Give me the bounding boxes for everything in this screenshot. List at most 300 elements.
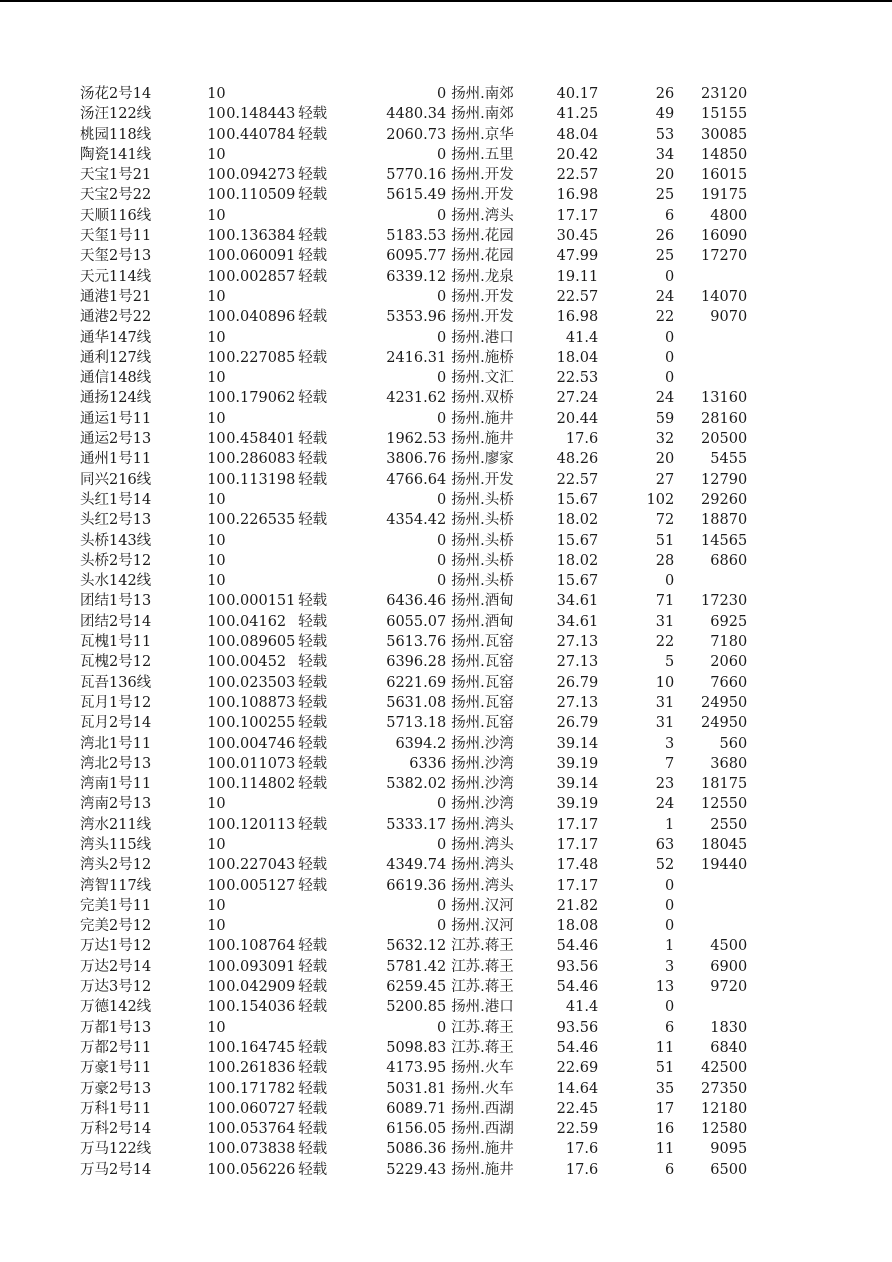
- line-name-cell: 瓦月2号14: [80, 715, 152, 732]
- capacity-margin-cell: 2060.73: [386, 126, 447, 143]
- transformer-count-cell: 59: [655, 410, 675, 427]
- line-length-cell: 17.6: [565, 431, 599, 448]
- substation-cell: 江苏.蒋王: [451, 1019, 514, 1036]
- capacity-margin-cell: 6221.69: [386, 674, 447, 691]
- transformer-capacity-cell: 6840: [710, 1039, 748, 1056]
- capacity-margin-cell: 5229.43: [386, 1161, 447, 1178]
- line-name-cell: 湾头115线: [80, 836, 152, 853]
- table-row: [0, 1099, 747, 1119]
- load-rate-cell: [226, 794, 298, 814]
- load-type-cell: 轻载: [298, 593, 328, 610]
- load-type-cell: 轻载: [298, 451, 328, 468]
- load-rate-cell: 0.042909: [226, 979, 296, 996]
- line-name-cell: 万都2号11: [80, 1039, 152, 1056]
- load-rate-cell: 0.164745: [226, 1039, 296, 1056]
- transformer-count-cell: 22: [655, 309, 675, 326]
- capacity-margin-cell: 0: [436, 532, 447, 549]
- load-type-cell: 轻载: [298, 857, 328, 874]
- transformer-count-cell: 1: [664, 816, 675, 833]
- load-rate-cell: 0.113198: [226, 471, 296, 488]
- line-length-cell: 20.44: [556, 410, 599, 427]
- capacity-margin-cell: 5631.08: [386, 694, 447, 711]
- transformer-capacity-cell: 30085: [701, 126, 748, 143]
- line-length-cell: 54.46: [556, 938, 599, 955]
- load-rate-cell: 0.040896: [226, 309, 296, 326]
- load-type-cell: 轻载: [298, 390, 328, 407]
- load-rate-cell: 0.093091: [226, 958, 296, 975]
- transformer-capacity-cell: 20500: [701, 431, 748, 448]
- transformer-count-cell: 0: [664, 573, 675, 590]
- load-rate-cell: [226, 84, 298, 104]
- table-row: [0, 328, 747, 348]
- transformer-capacity-cell: 42500: [701, 1060, 748, 1077]
- transformer-count-cell: 0: [664, 897, 675, 914]
- capacity-margin-cell: 0: [436, 491, 447, 508]
- transformer-count-cell: 51: [655, 532, 675, 549]
- line-name-cell: 天元114线: [80, 268, 152, 285]
- load-type-cell: 轻载: [298, 1161, 328, 1178]
- table-row: [0, 612, 747, 632]
- transformer-count-cell: 0: [664, 999, 675, 1016]
- line-length-cell: 15.67: [556, 532, 599, 549]
- capacity-margin-cell: 0: [436, 207, 447, 224]
- table-row: [0, 125, 747, 145]
- line-name-cell: 万马122线: [80, 1141, 152, 1158]
- load-type-cell: [298, 368, 338, 388]
- line-length-cell: 27.13: [556, 654, 599, 671]
- voltage-cell: 10: [207, 329, 226, 346]
- load-rate-cell: 0.100255: [226, 715, 296, 732]
- capacity-margin-cell: 6436.46: [386, 593, 447, 610]
- transformer-capacity-cell: 12550: [701, 796, 748, 813]
- load-rate-cell: 0.005127: [226, 877, 296, 894]
- voltage-cell: 10: [207, 390, 226, 407]
- transformer-count-cell: 31: [655, 694, 675, 711]
- line-length-cell: 93.56: [556, 1019, 599, 1036]
- transformer-capacity-cell: [674, 916, 747, 936]
- capacity-margin-cell: 6396.28: [386, 654, 447, 671]
- transformer-capacity-cell: 9095: [710, 1141, 748, 1158]
- transformer-capacity-cell: 14565: [701, 532, 748, 549]
- voltage-cell: 10: [207, 552, 226, 569]
- table-row: [0, 185, 747, 205]
- line-length-cell: 39.14: [556, 735, 599, 752]
- transformer-count-cell: 13: [655, 979, 675, 996]
- load-type-cell: 轻载: [298, 431, 328, 448]
- transformer-count-cell: 0: [664, 349, 675, 366]
- table-row: [0, 591, 747, 611]
- voltage-cell: 10: [207, 1121, 226, 1138]
- load-type-cell: 轻载: [298, 167, 328, 184]
- load-type-cell: 轻载: [298, 228, 328, 245]
- line-length-cell: 39.19: [556, 755, 599, 772]
- load-rate-cell: [226, 835, 298, 855]
- line-name-cell: 万豪2号13: [80, 1080, 152, 1097]
- load-type-cell: 轻载: [298, 471, 328, 488]
- line-length-cell: 27.13: [556, 694, 599, 711]
- capacity-margin-cell: 4354.42: [386, 512, 447, 529]
- line-length-cell: 22.57: [556, 471, 599, 488]
- transformer-count-cell: 63: [655, 836, 675, 853]
- capacity-margin-cell: 4173.95: [386, 1060, 447, 1077]
- substation-cell: 扬州.瓦窑: [451, 674, 514, 691]
- table-row: [0, 145, 747, 165]
- substation-cell: 江苏.蒋王: [451, 979, 514, 996]
- load-type-cell: 轻载: [298, 958, 328, 975]
- transformer-count-cell: 17: [655, 1100, 675, 1117]
- table-row: [0, 876, 747, 896]
- capacity-margin-cell: 0: [436, 918, 447, 935]
- table-row: [0, 896, 747, 916]
- line-name-cell: 瓦吾136线: [80, 674, 152, 691]
- transformer-capacity-cell: 16015: [701, 167, 748, 184]
- line-length-cell: 15.67: [556, 491, 599, 508]
- line-length-cell: 41.25: [556, 106, 599, 123]
- transformer-count-cell: 6: [664, 1019, 675, 1036]
- substation-cell: 江苏.蒋王: [451, 958, 514, 975]
- capacity-margin-cell: 6339.12: [386, 268, 447, 285]
- transformer-count-cell: 0: [664, 329, 675, 346]
- transformer-capacity-cell: 19440: [701, 857, 748, 874]
- transformer-count-cell: 3: [664, 958, 675, 975]
- capacity-margin-cell: 4349.74: [386, 857, 447, 874]
- line-length-cell: 14.64: [556, 1080, 599, 1097]
- transformer-count-cell: 26: [655, 86, 675, 102]
- load-rate-cell: 0.04162: [226, 613, 287, 630]
- capacity-margin-cell: 4231.62: [386, 390, 447, 407]
- table-row: [0, 713, 747, 733]
- transformer-capacity-cell: 18175: [701, 776, 748, 793]
- table-row: [0, 1160, 747, 1180]
- load-rate-cell: [226, 916, 298, 936]
- substation-cell: 扬州.廖家: [451, 451, 514, 468]
- capacity-margin-cell: 5781.42: [386, 958, 447, 975]
- load-type-cell: 轻载: [298, 877, 328, 894]
- table-row: [0, 1079, 747, 1099]
- load-rate-cell: 0.060091: [226, 248, 296, 265]
- transformer-capacity-cell: [674, 997, 747, 1017]
- load-type-cell: 轻载: [298, 1100, 328, 1117]
- line-length-cell: 22.45: [556, 1100, 599, 1117]
- load-type-cell: [298, 531, 338, 551]
- voltage-cell: 10: [207, 471, 226, 488]
- substation-cell: 扬州.施桥: [451, 349, 514, 366]
- substation-cell: 扬州.湾头: [451, 816, 514, 833]
- substation-cell: 扬州.花园: [451, 228, 514, 245]
- load-type-cell: [298, 896, 338, 916]
- line-name-cell: 头红2号13: [80, 512, 152, 529]
- line-length-cell: 18.02: [556, 552, 599, 569]
- transformer-capacity-cell: 23120: [701, 86, 748, 102]
- capacity-margin-cell: 5382.02: [386, 776, 447, 793]
- load-type-cell: 轻载: [298, 1060, 328, 1077]
- line-name-cell: 汤汪122线: [80, 106, 152, 123]
- load-rate-cell: [226, 145, 298, 165]
- line-name-cell: 万达2号14: [80, 958, 152, 975]
- capacity-margin-cell: 0: [436, 370, 447, 387]
- load-rate-cell: 0.060727: [226, 1100, 296, 1117]
- table-row: [0, 429, 747, 449]
- transformer-capacity-cell: 24950: [701, 694, 748, 711]
- voltage-cell: 10: [207, 1161, 226, 1178]
- transformer-capacity-cell: 19175: [701, 187, 748, 204]
- load-rate-cell: [226, 531, 298, 551]
- substation-cell: 扬州.施井: [451, 1141, 514, 1158]
- line-length-cell: 39.14: [556, 776, 599, 793]
- transformer-count-cell: 10: [655, 674, 675, 691]
- line-length-cell: 47.99: [556, 248, 599, 265]
- voltage-cell: 10: [207, 918, 226, 935]
- transformer-count-cell: 24: [655, 390, 675, 407]
- transformer-capacity-cell: 27350: [701, 1080, 748, 1097]
- capacity-margin-cell: 5031.81: [386, 1080, 447, 1097]
- load-type-cell: 轻载: [298, 755, 328, 772]
- transformer-capacity-cell: [674, 876, 747, 896]
- transformer-count-cell: 26: [655, 228, 675, 245]
- capacity-margin-cell: 0: [436, 146, 447, 163]
- load-rate-cell: [226, 206, 298, 226]
- line-length-cell: 15.67: [556, 573, 599, 590]
- load-type-cell: [298, 1018, 338, 1038]
- load-rate-cell: 0.073838: [226, 1141, 296, 1158]
- load-rate-cell: 0.227043: [226, 857, 296, 874]
- table-row: [0, 307, 747, 327]
- load-rate-cell: 0.148443: [226, 106, 296, 123]
- load-rate-cell: 0.004746: [226, 735, 296, 752]
- load-type-cell: 轻载: [298, 1039, 328, 1056]
- transformer-capacity-cell: 6900: [710, 958, 748, 975]
- line-name-cell: 头水142线: [80, 573, 152, 590]
- transformer-count-cell: 27: [655, 471, 675, 488]
- table-row: [0, 652, 747, 672]
- capacity-margin-cell: 6095.77: [386, 248, 447, 265]
- voltage-cell: 10: [207, 938, 226, 955]
- voltage-cell: 10: [207, 309, 226, 326]
- load-type-cell: [298, 835, 338, 855]
- voltage-cell: 10: [207, 370, 226, 387]
- substation-cell: 扬州.汉河: [451, 897, 514, 914]
- page-top-border: [0, 0, 892, 2]
- load-type-cell: [298, 206, 338, 226]
- substation-cell: 扬州.头桥: [451, 512, 514, 529]
- line-length-cell: 48.26: [556, 451, 599, 468]
- line-name-cell: 湾南1号11: [80, 776, 152, 793]
- substation-cell: 扬州.港口: [451, 999, 514, 1016]
- load-rate-cell: 0.179062: [226, 390, 296, 407]
- transformer-capacity-cell: 15155: [701, 106, 748, 123]
- table-row: [0, 510, 747, 530]
- transformer-capacity-cell: 2060: [710, 654, 748, 671]
- line-name-cell: 通港2号22: [80, 309, 152, 326]
- line-length-cell: 26.79: [556, 674, 599, 691]
- table-row: [0, 246, 747, 266]
- voltage-cell: 10: [207, 897, 226, 914]
- transformer-capacity-cell: 14850: [701, 146, 748, 163]
- voltage-cell: 10: [207, 207, 226, 224]
- line-name-cell: 瓦槐2号12: [80, 654, 152, 671]
- transformer-capacity-cell: 9070: [710, 309, 748, 326]
- transformer-capacity-cell: 6500: [710, 1161, 748, 1178]
- transformer-count-cell: 6: [664, 207, 675, 224]
- voltage-cell: 10: [207, 877, 226, 894]
- table-row: [0, 754, 747, 774]
- substation-cell: 扬州.瓦窑: [451, 634, 514, 651]
- line-name-cell: 通利127线: [80, 349, 152, 366]
- voltage-cell: 10: [207, 410, 226, 427]
- load-type-cell: [298, 287, 338, 307]
- voltage-cell: 10: [207, 796, 226, 813]
- load-rate-cell: [226, 328, 298, 348]
- substation-cell: 扬州.文汇: [451, 370, 514, 387]
- line-length-cell: 17.48: [556, 857, 599, 874]
- line-name-cell: 天玺1号11: [80, 228, 152, 245]
- load-rate-cell: 0.120113: [226, 816, 296, 833]
- load-type-cell: 轻载: [298, 776, 328, 793]
- table-row: [0, 490, 747, 510]
- substation-cell: 扬州.花园: [451, 248, 514, 265]
- substation-cell: 扬州.湾头: [451, 857, 514, 874]
- load-rate-cell: 0.136384: [226, 228, 296, 245]
- voltage-cell: 10: [207, 268, 226, 285]
- capacity-margin-cell: 0: [436, 573, 447, 590]
- transformer-count-cell: 0: [664, 268, 675, 285]
- capacity-margin-cell: 5098.83: [386, 1039, 447, 1056]
- load-rate-cell: 0.023503: [226, 674, 296, 691]
- line-name-cell: 万科2号14: [80, 1121, 152, 1138]
- line-name-cell: 陶瓷141线: [80, 146, 152, 163]
- substation-cell: 扬州.头桥: [451, 573, 514, 590]
- table-row: [0, 470, 747, 490]
- transformer-capacity-cell: 17270: [701, 248, 748, 265]
- substation-cell: 扬州.瓦窑: [451, 654, 514, 671]
- load-type-cell: [298, 409, 338, 429]
- table-row: [0, 794, 747, 814]
- voltage-cell: 10: [207, 674, 226, 691]
- capacity-margin-cell: 6336: [409, 755, 447, 772]
- table-row: [0, 1139, 747, 1159]
- line-name-cell: 万都1号13: [80, 1019, 152, 1036]
- line-length-cell: 40.17: [556, 86, 599, 102]
- table-row: [0, 835, 747, 855]
- transformer-capacity-cell: 2550: [710, 816, 748, 833]
- load-rate-cell: [226, 287, 298, 307]
- capacity-margin-cell: 6619.36: [386, 877, 447, 894]
- load-type-cell: 轻载: [298, 674, 328, 691]
- transformer-count-cell: 7: [664, 755, 675, 772]
- load-type-cell: [298, 571, 338, 591]
- line-name-cell: 湾水211线: [80, 816, 152, 833]
- line-length-cell: 21.82: [556, 897, 599, 914]
- capacity-margin-cell: 4766.64: [386, 471, 447, 488]
- transformer-capacity-cell: 4500: [710, 938, 748, 955]
- transformer-count-cell: 34: [655, 146, 675, 163]
- capacity-margin-cell: 5713.18: [386, 715, 447, 732]
- voltage-cell: 10: [207, 491, 226, 508]
- transformer-count-cell: 3: [664, 735, 675, 752]
- line-name-cell: 头红1号14: [80, 491, 152, 508]
- line-name-cell: 通扬124线: [80, 390, 152, 407]
- load-type-cell: 轻载: [298, 309, 328, 326]
- line-name-cell: 汤花2号14: [80, 86, 152, 102]
- capacity-margin-cell: 0: [436, 1019, 447, 1036]
- line-length-cell: 30.45: [556, 228, 599, 245]
- capacity-margin-cell: 5613.76: [386, 634, 447, 651]
- substation-cell: 扬州.瓦窑: [451, 715, 514, 732]
- transformer-capacity-cell: 16090: [701, 228, 748, 245]
- substation-cell: 扬州.南郊: [451, 106, 514, 123]
- load-type-cell: 轻载: [298, 999, 328, 1016]
- voltage-cell: 10: [207, 735, 226, 752]
- load-rate-cell: [226, 1018, 298, 1038]
- line-name-cell: 万科1号11: [80, 1100, 152, 1117]
- table-row: [0, 348, 747, 368]
- line-length-cell: 17.17: [556, 207, 599, 224]
- transformer-count-cell: 22: [655, 634, 675, 651]
- transformer-count-cell: 102: [646, 491, 675, 508]
- line-name-cell: 天顺116线: [80, 207, 152, 224]
- load-rate-cell: [226, 571, 298, 591]
- substation-cell: 扬州.五里: [451, 146, 514, 163]
- substation-cell: 扬州.沙湾: [451, 776, 514, 793]
- voltage-cell: 10: [207, 776, 226, 793]
- voltage-cell: 10: [207, 999, 226, 1016]
- line-name-cell: 天玺2号13: [80, 248, 152, 265]
- load-type-cell: [298, 145, 338, 165]
- line-name-cell: 万德142线: [80, 999, 152, 1016]
- line-name-cell: 天宝2号22: [80, 187, 152, 204]
- load-type-cell: 轻载: [298, 512, 328, 529]
- line-name-cell: 湾头2号12: [80, 857, 152, 874]
- load-rate-cell: 0.011073: [226, 755, 296, 772]
- substation-cell: 扬州.头桥: [451, 491, 514, 508]
- line-length-cell: 27.24: [556, 390, 599, 407]
- transformer-count-cell: 1: [664, 938, 675, 955]
- line-length-cell: 17.17: [556, 877, 599, 894]
- capacity-margin-cell: 2416.31: [386, 349, 447, 366]
- load-rate-cell: 0.00452: [226, 654, 287, 671]
- load-type-cell: 轻载: [298, 268, 328, 285]
- voltage-cell: 10: [207, 836, 226, 853]
- line-name-cell: 瓦槐1号11: [80, 634, 152, 651]
- transformer-count-cell: 24: [655, 288, 675, 305]
- line-name-cell: 万达3号12: [80, 979, 152, 996]
- load-type-cell: 轻载: [298, 106, 328, 123]
- line-name-cell: 瓦月1号12: [80, 694, 152, 711]
- line-name-cell: 通运1号11: [80, 410, 152, 427]
- voltage-cell: 10: [207, 288, 226, 305]
- line-length-cell: 18.02: [556, 512, 599, 529]
- transformer-count-cell: 31: [655, 613, 675, 630]
- load-rate-cell: 0.053764: [226, 1121, 296, 1138]
- capacity-margin-cell: 0: [436, 86, 447, 102]
- substation-cell: 扬州.施井: [451, 410, 514, 427]
- transformer-capacity-cell: [674, 267, 747, 287]
- table-row: [0, 855, 747, 875]
- table-row: [0, 571, 747, 591]
- load-type-cell: [298, 794, 338, 814]
- table-body: [0, 84, 747, 1180]
- substation-cell: 扬州.双桥: [451, 390, 514, 407]
- substation-cell: 江苏.蒋王: [451, 938, 514, 955]
- line-name-cell: 湾北2号13: [80, 755, 152, 772]
- substation-cell: 扬州.施井: [451, 1161, 514, 1178]
- capacity-margin-cell: 0: [436, 897, 447, 914]
- load-type-cell: 轻载: [298, 694, 328, 711]
- table-row: [0, 84, 747, 104]
- load-rate-cell: [226, 409, 298, 429]
- voltage-cell: 10: [207, 146, 226, 163]
- transformer-count-cell: 0: [664, 877, 675, 894]
